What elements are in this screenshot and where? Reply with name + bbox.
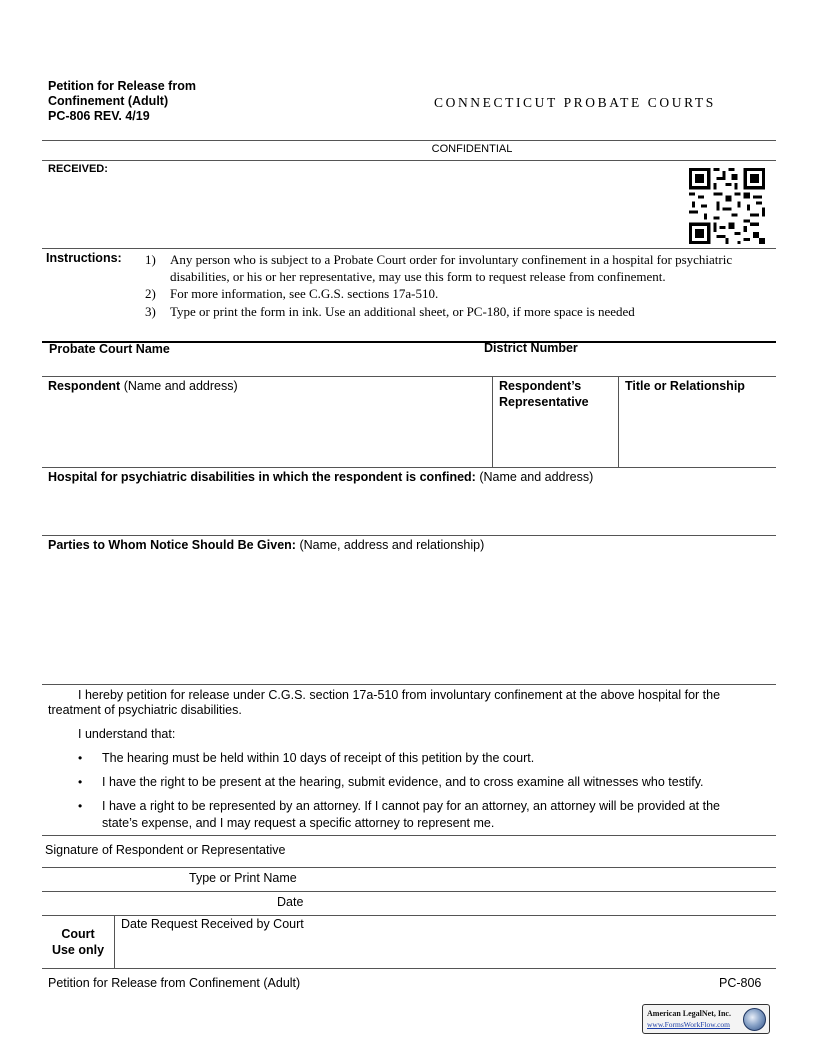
respondents-representative-field[interactable]: [499, 379, 589, 410]
divider: [42, 835, 776, 836]
parties-field[interactable]: [48, 538, 484, 554]
form-title-line1: Petition for Release from: [48, 79, 196, 93]
court-heading: CONNECTICUT PROBATE COURTS: [434, 95, 716, 110]
logo-company: American LegalNet, Inc.: [647, 1009, 731, 1018]
instruction-number: 3): [145, 303, 156, 319]
instruction-number: 2): [145, 286, 156, 302]
list-item-text: The hearing must be held within 10 days of receipt of this petition by the court.: [102, 751, 535, 765]
divider: [42, 968, 776, 969]
logo-link[interactable]: www.FormsWorkFlow.com: [647, 1020, 731, 1029]
understand-label: I understand that:: [78, 727, 176, 741]
list-item-text: I have the right to be present at the hearing, submit evidence, and to cross examine all witnesses who testify.: [102, 775, 704, 789]
publisher-logo[interactable]: [642, 1004, 770, 1034]
date-request-received-field[interactable]: Date Request Received by Court: [121, 917, 304, 931]
respondent-label: Respondent: [48, 379, 121, 393]
column-divider: [492, 376, 493, 467]
instruction-item: [145, 303, 745, 320]
divider: [42, 160, 776, 161]
form-number-rev: PC-806 REV. 4/19: [48, 109, 150, 123]
divider: [42, 867, 776, 868]
list-item-text: I have a right to be represented by an attorney. If I cannot pay for an attorney, an attorney will be provided at the: [102, 799, 720, 813]
divider: [42, 684, 776, 685]
qr-code-icon: [689, 168, 765, 244]
divider: [42, 915, 776, 916]
petition-statement-line1: I hereby petition for release under C.G.S. section 17a-510 from involuntary confinement at the above hospital for the: [78, 688, 721, 702]
court-use-label-line2: Use only: [51, 942, 105, 957]
instruction-item: [145, 285, 745, 302]
date-field[interactable]: Date: [277, 895, 304, 909]
list-item: [78, 774, 768, 791]
parties-label: Parties to Whom Notice Should Be Given:: [48, 538, 296, 552]
instructions-list: [145, 251, 745, 320]
parties-hint: (Name, address and relationship): [299, 538, 485, 552]
globe-icon: [743, 1008, 766, 1031]
received-label: RECEIVED:: [48, 163, 108, 175]
divider: [42, 467, 776, 468]
representative-label-line1: Respondent’s: [499, 379, 582, 393]
court-use-only-label: [42, 927, 114, 958]
column-divider: [618, 376, 619, 467]
rights-list: [78, 750, 768, 839]
probate-court-name-field[interactable]: Probate Court Name: [49, 342, 170, 356]
divider: [42, 535, 776, 536]
list-item: [78, 750, 768, 767]
representative-label-line2: Representative: [499, 394, 589, 409]
footer-form-name: Petition for Release from Confinement (Adult): [48, 976, 301, 990]
divider: [42, 376, 776, 377]
divider: [42, 140, 776, 141]
respondent-field[interactable]: [48, 379, 238, 395]
court-use-label-line1: Court: [61, 927, 95, 941]
instruction-text: Any person who is subject to a Probate Court order for involuntary confinement in a hospital for psychiatric disabilities, or his or her representative, may use this form to request release from confinement.: [170, 252, 733, 285]
hospital-label: Hospital for psychiatric disabilities in which the respondent is confined:: [48, 470, 476, 484]
hospital-field[interactable]: [48, 470, 593, 486]
instruction-text: Type or print the form in ink. Use an additional sheet, or PC-180, if more space is needed: [170, 303, 635, 319]
hospital-hint: (Name and address): [479, 470, 594, 484]
column-divider: [114, 915, 115, 968]
divider: [42, 248, 776, 249]
instruction-number: 1): [145, 252, 156, 267]
bullet-icon: •: [78, 751, 83, 765]
instruction-item: [145, 251, 745, 285]
district-number-field[interactable]: District Number: [484, 341, 578, 355]
type-or-print-name-field[interactable]: Type or Print Name: [189, 871, 297, 885]
instruction-text: For more information, see C.G.S. sections 17a-510.: [170, 286, 439, 302]
form-title: [48, 79, 196, 124]
bullet-icon: •: [78, 799, 83, 813]
form-title-line2: Confinement (Adult): [48, 94, 169, 108]
list-item-text: state’s expense, and I may request a specific attorney to represent me.: [102, 815, 495, 830]
petition-statement-line2: treatment of psychiatric disabilities.: [48, 703, 242, 717]
title-or-relationship-field[interactable]: Title or Relationship: [625, 379, 745, 393]
list-item: [78, 798, 768, 831]
respondent-hint: (Name and address): [123, 379, 238, 393]
bullet-icon: •: [78, 775, 83, 789]
signature-field[interactable]: Signature of Respondent or Representative: [45, 843, 286, 857]
divider: [42, 891, 776, 892]
confidential-label: CONFIDENTIAL: [431, 143, 513, 155]
footer-form-number: PC-806: [719, 976, 762, 990]
instructions-label: Instructions:: [46, 251, 122, 265]
